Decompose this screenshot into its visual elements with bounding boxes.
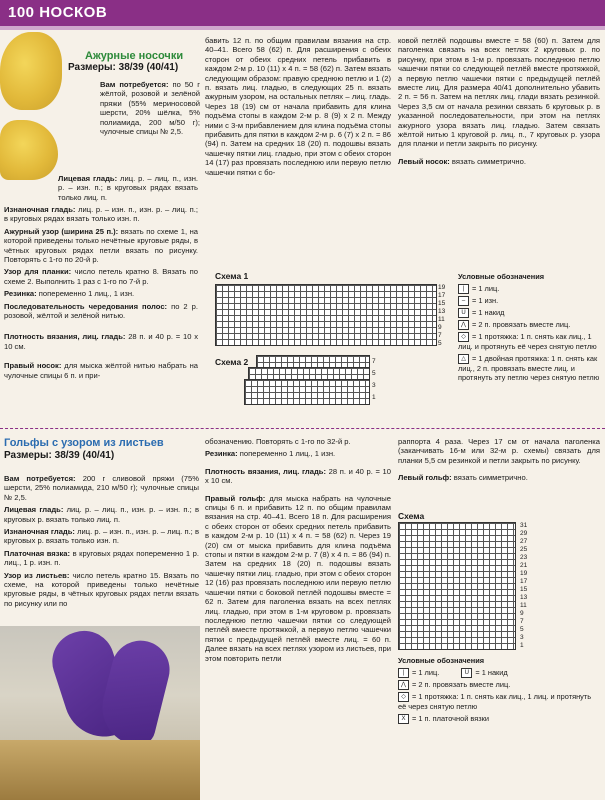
label: Плотность вязания, лиц. гладь: xyxy=(205,466,326,476)
legend-item xyxy=(398,668,600,678)
scheme1-title: Схема 1 xyxy=(215,271,249,281)
legend-item xyxy=(458,308,602,318)
yarn-over-symbol: U xyxy=(458,308,469,318)
label: Узор из листьев: xyxy=(4,570,70,580)
legend-text: = 1 лиц. xyxy=(472,284,500,294)
label: Левый гольф: xyxy=(398,473,452,483)
row-number: 13 xyxy=(438,308,446,315)
section-divider xyxy=(0,428,605,430)
legend-text: = 1 лиц. xyxy=(412,668,440,678)
text: бавить 12 п. по общим правилам вязания на стр. 40–41. Всего 58 (62) п. Для расширения с обеих сторон от обеих средних петель прибавить в каждом 2-м р. 10 (11) х 4 п. = 58 (62) п. Затем вязать следующим образом: правую среднюю петлю и 1 (2) п. вязать лиц. гладью, в следующих 25 п. вязать ажурным узором, на остальных петлях – лиц. гладь. Через 18 (19) см от начала прибавить для клина подъёма стопы в каждом 2-м р. 8 (9) х 2 п. Между ними с 3-м прибавлением для клина подъёма стопы прибавить для пятки в каждом 2-м р. 6 (7) х 2 п. = 86 (94) п. Затем на средних 18 (20) п. подошвы вязать чашечку пятки лиц. гладью, при этом с обеих сторон 14 (17) раз провязать последнюю или первую петлю чашечки пятки с бо- xyxy=(205,36,391,177)
label: Лицевая гладь: xyxy=(58,174,118,183)
text: лиц. р. – лиц. п., изн. р. – изн. п.; в круговых р. вязать только лиц. п. xyxy=(4,505,199,524)
sock1-col2 xyxy=(205,36,391,180)
knit-symbol: | xyxy=(458,284,469,294)
row-number: 7 xyxy=(372,358,376,365)
row-number: 9 xyxy=(438,324,442,331)
legend-item xyxy=(398,680,600,690)
label: Левый носок: xyxy=(398,156,450,166)
sock2-col1 xyxy=(4,474,199,611)
row-number: 17 xyxy=(520,578,528,585)
text: 200 г сливовой пряжи (75% шерсти, 25% полиамида, 210 м/50 г); чулочные спицы № 2,5. xyxy=(4,474,199,502)
label: Правый гольф: xyxy=(205,493,266,503)
legend-item xyxy=(458,284,602,294)
sock2-title: Гольфы с узором из листьев xyxy=(4,437,164,449)
text: раппорта 4 раза. Через 17 см от начала паголенка (заканчивать 16-м или 32-м р. схемы) связать для планки 5,5 см резинкой и петли закрыть по рисунку. xyxy=(398,437,600,465)
legend-text: = 1 протяжка: 1 п. снять как лиц., 1 лиц. и протянуть её через снятую петлю xyxy=(398,692,592,712)
row-number: 27 xyxy=(520,538,528,545)
scheme1-row-numbers xyxy=(438,284,445,348)
text: вязать симметрично. xyxy=(451,473,528,483)
row-number: 17 xyxy=(438,292,446,299)
legend-item xyxy=(398,692,600,711)
text: число петель кратно 8. Вязать по схеме 2. Выполнить 1 раз с 1-го по 7-й р. xyxy=(4,267,198,286)
yarn-over-symbol: U xyxy=(461,668,472,678)
sock1-materials xyxy=(100,80,200,139)
legend-item xyxy=(458,332,602,351)
double-decrease-symbol: △ xyxy=(458,354,469,364)
text: лиц. р. – изн. п., изн. р. – лиц. п.; в круговых рядах вязать только изн. п. xyxy=(4,205,198,224)
row-number: 29 xyxy=(520,530,528,537)
sock1-col3 xyxy=(398,36,600,169)
legend-text: = 1 изн. xyxy=(472,296,499,306)
row-number: 19 xyxy=(520,570,528,577)
text: ковой петлёй подошвы вместе = 58 (60) п. Затем для паголенка связать на всех петлях 2 круговых р. по рисунку, при этом в 1-м р. провязать последнюю петлю чашечки пятки со следующей петлёй вместе протяжкой, а первую петлю чашечки пятки с предыдущей петлёй вместе лиц. Для размера 40/41 дополнительно убавить 2 п. = 56 п. Затем на петлях лиц. глади вязать резинкой. Через 3,5 см от начала резинки связать 6 круговых р. в указанной последовательности, при этом на петлях ажурного узора вязать лиц. гладью. Затем связать жёлтой нитью 1 круговой р. лиц. п., 7 круговых р. узора для планки и петли закрыть по рисунку. xyxy=(398,36,600,149)
k2tog-symbol: ⋀ xyxy=(398,680,409,690)
header-accent xyxy=(0,26,605,30)
row-number: 19 xyxy=(438,284,446,291)
legend-item xyxy=(458,354,602,382)
text: в круговых рядах попеременно 1 р. лиц., 1 р. изн. п. xyxy=(4,548,199,568)
sock1-title: Ажурные носочки xyxy=(85,50,184,62)
label: Платочная вязка: xyxy=(4,548,71,558)
text: число петель кратно 15. Вязать по схеме, на которой приведены только нечётные круговые ряды, в чётных круговых рядах петли вязать по рисунку или по xyxy=(4,570,199,608)
legend-text: = 2 п. провязать вместе лиц. xyxy=(472,320,571,330)
k2tog-symbol: ⋀ xyxy=(458,320,469,330)
text: лиц. р. – изн. п., изн. р. – лиц. п.; в круговых р. вязать только изн. п. xyxy=(4,527,199,546)
label: Вам потребуется: xyxy=(4,474,76,483)
row-number: 1 xyxy=(520,642,524,649)
row-number: 3 xyxy=(520,634,524,641)
label: Вам потребуется: xyxy=(100,80,169,89)
text: 28 п. и 40 р. = 10 х 10 см. xyxy=(205,466,392,486)
legend-text: = 1 накид xyxy=(475,668,508,678)
label: Лицевая гладь: xyxy=(4,505,64,515)
row-number: 9 xyxy=(520,610,524,617)
sock1-col1-main xyxy=(4,205,198,383)
text: для мыска набрать на чулочные спицы 6 п. и прибавить 12 п. по общим правилам вязания на стр. 40–41. Всего 18 п. Для расширения с обеих сторон от обеих средних петель прибавить в каждом 2-м р. 10 (11) х 4 п. = 58 (62) п. Через 19 (20) см от мыска прибавить для клина подъёма стопы и пятки в каждом 2-м р. 7 (8) х 4 п. = 86 (94) п. Затем на средних 18 (20) п. подошвы вязать чашечку пятки лиц. гладью, при этом с обеих сторон 12 (16) раз провязать последнюю или первую петлю чашечки пятки с боковой петлёй подошвы вместе = 62 п. Затем для паголенка вязать на всех петлях лиц. гладью, при этом в 1-м круговом р. провязать последнюю петлю чашечки пятки со следующей петлёй вместе протяжкой, а первую петлю чашечки пятки с предыдущей петлёй вместе лиц. = 60 п. Далее вязать на всех петлях узором из листьев, при этом повторить петли xyxy=(205,493,391,663)
row-number: 23 xyxy=(520,554,528,561)
scheme2-title: Схема 2 xyxy=(215,357,249,367)
text: по 50 г жёлтой, розовой и зелёной пряжи (55% мериносовой шерсти, 20% шёлка, 5% полиамида, 200 м/50 г); чулочные спицы № 2,5. xyxy=(100,80,200,137)
row-number: 7 xyxy=(520,618,524,625)
scheme2-chart-bottom xyxy=(244,379,370,405)
row-number: 15 xyxy=(520,586,528,593)
purl-symbol: – xyxy=(458,296,469,306)
scheme-row-numbers xyxy=(520,522,527,650)
legend-text: = 1 двойная протяжка: 1 п. снять как лиц., 2 п. провязать вместе лиц. и протянуть эту петлю через снятую петлю xyxy=(458,353,600,382)
legend-text: = 1 п. платочной вязки xyxy=(412,713,489,723)
text: для мыска жёлтой нитью набрать на чулочные спицы 6 п. и при- xyxy=(4,361,199,380)
text: попеременно 1 лиц., 1 изн. xyxy=(36,289,135,299)
row-number: 5 xyxy=(438,340,442,347)
yellow-socks-photo-top xyxy=(0,32,62,110)
knit-symbol: | xyxy=(398,668,409,678)
label: Ажурный узор (ширина 25 п.): xyxy=(4,226,119,236)
sock2-col3 xyxy=(398,437,600,486)
legend-text: = 2 п. провязать вместе лиц. xyxy=(412,680,511,690)
text: вязать по схеме 1, на которой приведены только нечётные круговые ряды, в чётных круговых рядах петли вязать по рисунку. Повторять с 1-го по 20-й р. xyxy=(4,226,198,265)
label: Резинка: xyxy=(4,289,37,299)
row-number: 5 xyxy=(372,370,376,377)
label: Узор для планки: xyxy=(4,267,72,277)
text: вязать симметрично. xyxy=(449,156,526,166)
sock2-sizes: Размеры: 38/39 (40/41) xyxy=(4,450,115,461)
row-number: 31 xyxy=(520,522,528,529)
text: лиц. р. – лиц. п., изн. р. – изн. п.; в круговых рядах вязать только лиц. п. xyxy=(58,174,198,202)
legend-title: Условные обозначения xyxy=(458,272,545,281)
row-number: 21 xyxy=(520,562,528,569)
scheme2-row-numbers xyxy=(372,356,376,404)
sock1-col1-cont xyxy=(58,174,198,205)
label: Правый носок: xyxy=(4,361,62,371)
label: Последовательность чередования полос: xyxy=(4,301,168,311)
sock1-sizes: Размеры: 38/39 (40/41) xyxy=(68,62,179,73)
yellow-sock-photo-bottom xyxy=(0,120,58,180)
row-number: 11 xyxy=(438,316,445,323)
legend-item xyxy=(458,320,602,330)
garter-stitch-symbol: X xyxy=(398,714,409,724)
sock2-legend xyxy=(398,656,600,726)
sock1-legend xyxy=(458,272,602,384)
label: Изнаночная гладь: xyxy=(4,527,75,537)
row-number: 7 xyxy=(438,332,442,339)
legend-text: = 1 накид xyxy=(472,308,505,318)
legend-item xyxy=(398,714,600,724)
legend-text: = 1 протяжка: 1 п. снять как лиц., 1 лиц. и протянуть её через снятую петлю xyxy=(458,332,597,352)
row-number: 3 xyxy=(372,382,376,389)
text: попеременно 1 лиц., 1 изн. xyxy=(237,449,336,459)
scheme-title: Схема xyxy=(398,511,425,521)
row-number: 25 xyxy=(520,546,528,553)
sock2-col2 xyxy=(205,437,391,666)
row-number: 15 xyxy=(438,300,446,307)
skp-symbol: ◇ xyxy=(398,692,409,702)
photo-basket-ground xyxy=(0,740,200,800)
legend-item xyxy=(458,296,602,306)
label: Резинка: xyxy=(205,449,238,459)
scheme1-chart xyxy=(215,284,437,346)
text: 28 п. и 40 р. = 10 х 10 см. xyxy=(4,332,198,351)
label: Изнаночная гладь: xyxy=(4,205,76,214)
skp-symbol: ◇ xyxy=(458,332,469,342)
row-number: 13 xyxy=(520,594,528,601)
scheme-chart xyxy=(398,522,516,650)
row-number: 5 xyxy=(520,626,524,633)
legend-title: Условные обозначения xyxy=(398,656,485,665)
label: Плотность вязания, лиц. гладь: xyxy=(4,332,126,342)
row-number: 11 xyxy=(520,602,527,609)
text: обозначению. Повторять с 1-го по 32-й р. xyxy=(205,437,351,446)
page-title: 100 НОСКОВ xyxy=(8,4,108,21)
row-number: 1 xyxy=(372,394,376,401)
text: по 2 р. розовой, жёлтой и зелёной нитью. xyxy=(4,301,198,321)
